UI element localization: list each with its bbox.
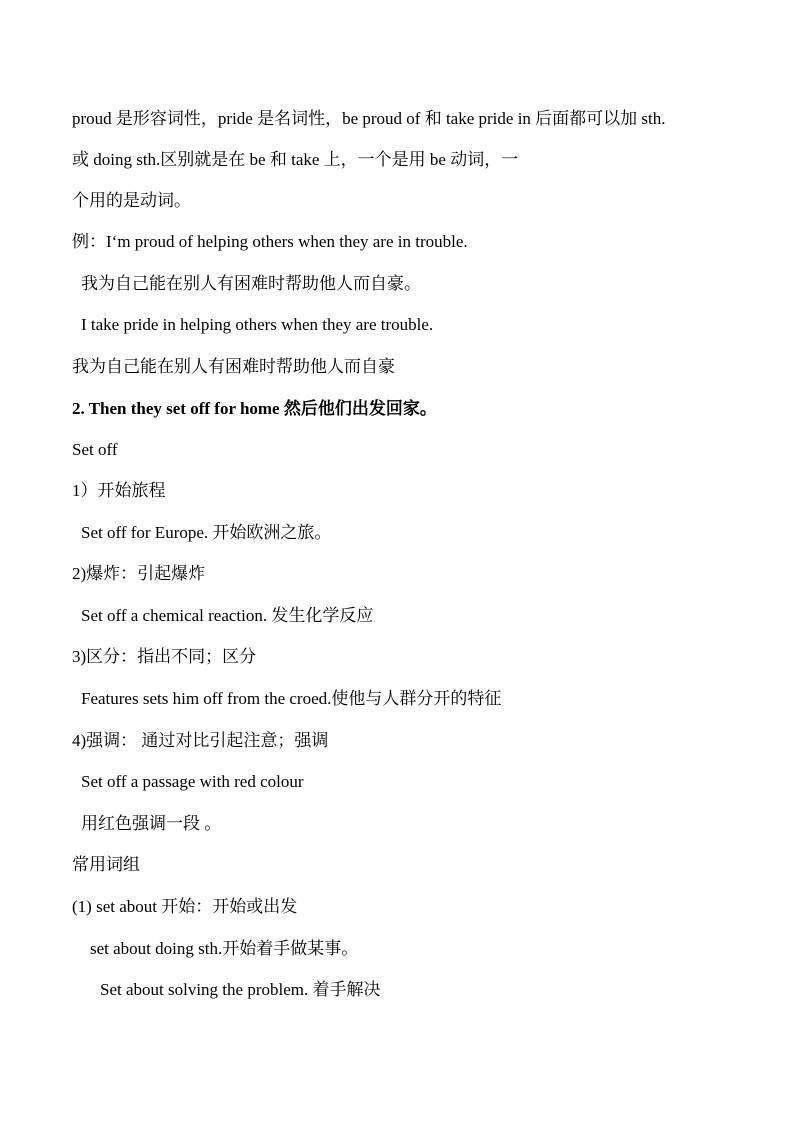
example-line: 例：I‘m proud of helping others when they are in trouble. xyxy=(72,232,468,251)
sense-heading: 3)区分：指出不同；区分 xyxy=(72,647,257,666)
translation-line: 用红色强调一段 。 xyxy=(81,814,222,833)
phrase-usage-line: set about doing sth.开始着手做某事。 xyxy=(90,939,359,958)
example-line: I take pride in helping others when they are trouble. xyxy=(81,315,434,334)
phrase-list-heading: 常用词组 xyxy=(72,855,140,874)
example-line: Set about solving the problem. 着手解决 xyxy=(100,980,381,999)
phrase-item: (1) set about 开始：开始或出发 xyxy=(72,897,298,916)
paragraph-line: 或 doing sth.区别就是在 be 和 take 上，一个是用 be 动词，一 xyxy=(72,150,519,169)
section-heading: 2. Then they set off for home 然后他们出发回家。 xyxy=(72,399,437,418)
sense-heading: 1）开始旅程 xyxy=(72,481,166,500)
translation-line: 我为自己能在别人有困难时帮助他人而自豪 xyxy=(72,357,395,376)
example-line: Set off for Europe. 开始欧洲之旅。 xyxy=(81,523,332,542)
paragraph-line: 个用的是动词。 xyxy=(72,191,191,210)
paragraph-line: proud 是形容词性，pride 是名词性，be proud of 和 take pride in 后面都可以加 sth. xyxy=(72,109,666,128)
sense-heading: 4)强调： 通过对比引起注意；强调 xyxy=(72,731,329,750)
example-line: Features sets him off from the croed.使他与人群分开的特征 xyxy=(81,689,502,708)
translation-line: 我为自己能在别人有困难时帮助他人而自豪。 xyxy=(81,274,421,293)
sense-heading: 2)爆炸：引起爆炸 xyxy=(72,564,206,583)
example-line: Set off a chemical reaction. 发生化学反应 xyxy=(81,606,374,625)
phrase-heading: Set off xyxy=(72,440,118,459)
example-line: Set off a passage with red colour xyxy=(81,772,304,791)
